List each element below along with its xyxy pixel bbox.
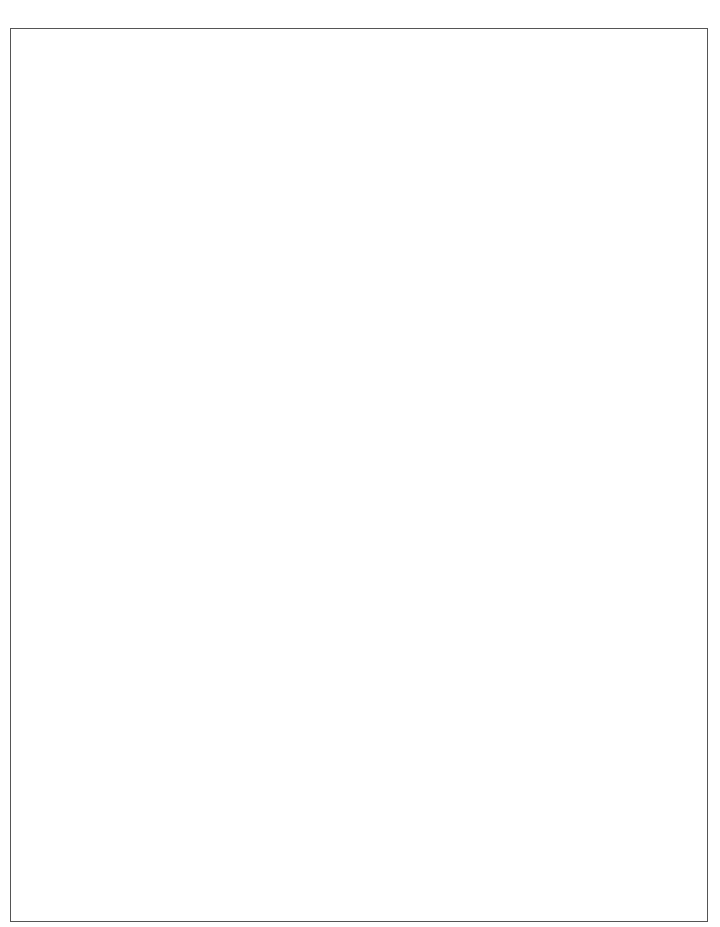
phonics-chart (10, 28, 708, 922)
